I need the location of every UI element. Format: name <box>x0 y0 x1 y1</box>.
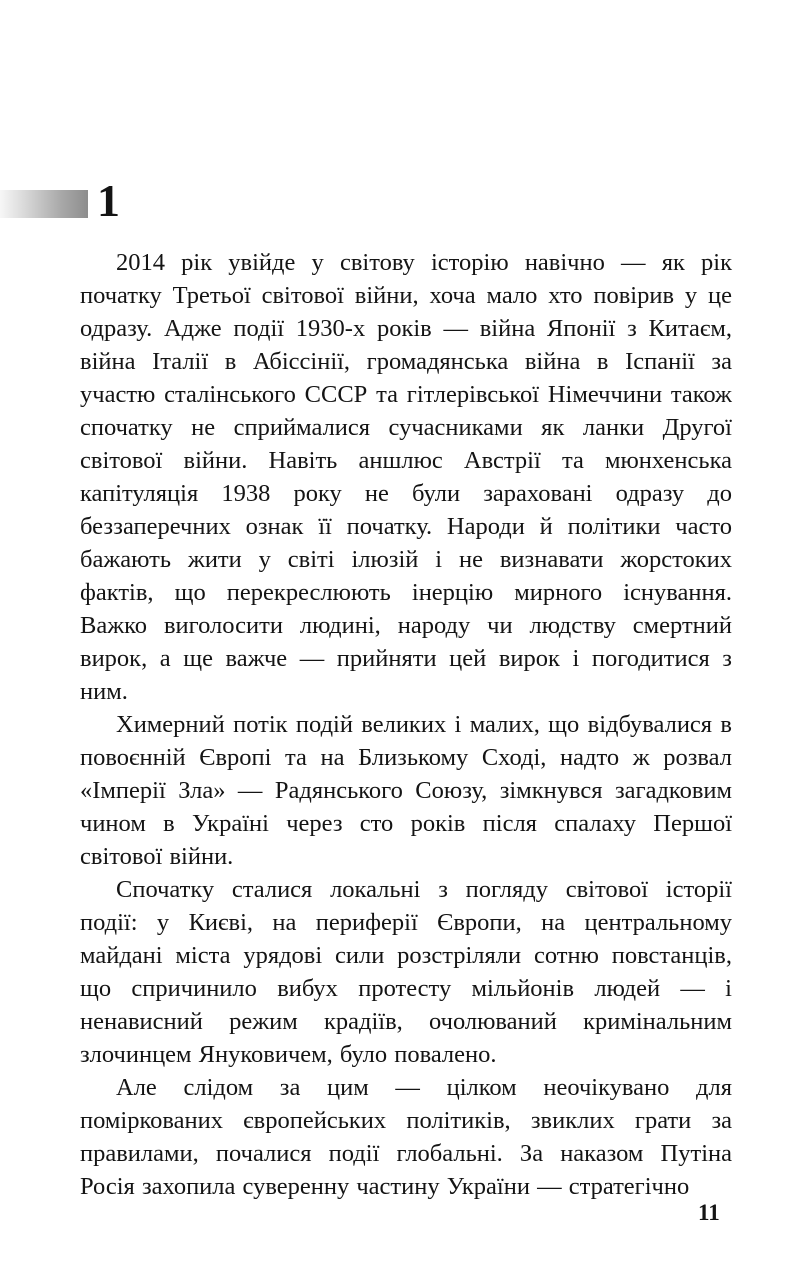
chapter-header <box>0 175 200 232</box>
body-text <box>80 246 732 1203</box>
page-number: 11 <box>698 1200 720 1225</box>
chapter-number: 1 <box>97 175 120 226</box>
paragraph: 2014 рік увійде у світову історію навічно — як рік початку Третьої світової війни, хоча мало хто повірив у це одразу. Адже події 1930-х років — війна Японії з Китаєм, війна Італії в Абіссінії, громадянська війна в Іспанії за участю сталінського СССР та гітлерівської Німеччини також спочатку не сприймалися сучасниками як ланки Другої світової війни. Навіть аншлюс Австрії та мюнхенська капітуляція 1938 року не були зараховані одразу до беззаперечних ознак її початку. Народи й політики часто бажають жити у світі ілюзій і не визнавати жорстоких фактів, що перекреслюють інерцію мирного існування. Важко виголосити людині, народу чи людству смертний вирок, а ще важче — прийняти цей вирок і погодитися з ним. <box>80 249 732 705</box>
paragraph: Химерний потік подій великих і малих, що відбувалися в повоєнній Європі та на Близькому Сході, надто ж розвал «Імперії Зла» — Радянського Союзу, зімкнувся загадковим чином в Україні через сто років після спалаху Першої світової війни. <box>80 711 732 870</box>
paragraph: Але слідом за цим — цілком неочікувано для поміркованих європейських політиків, звиклих грати за правилами, почалися події глобальні. За наказом Путіна Росія захопила суверенну частину України — стратегічно <box>80 1074 732 1200</box>
chapter-decoration-bar <box>0 190 88 218</box>
paragraph: Спочатку сталися локальні з погляду світової історії події: у Києві, на периферії Європи, на центральному майдані міста урядові сили розстріляли сотню повстанців, що спричинило вибух протесту мільйонів людей — і ненависний режим крадіїв, очолюваний кримінальним злочинцем Януковичем, було повалено. <box>80 876 732 1068</box>
